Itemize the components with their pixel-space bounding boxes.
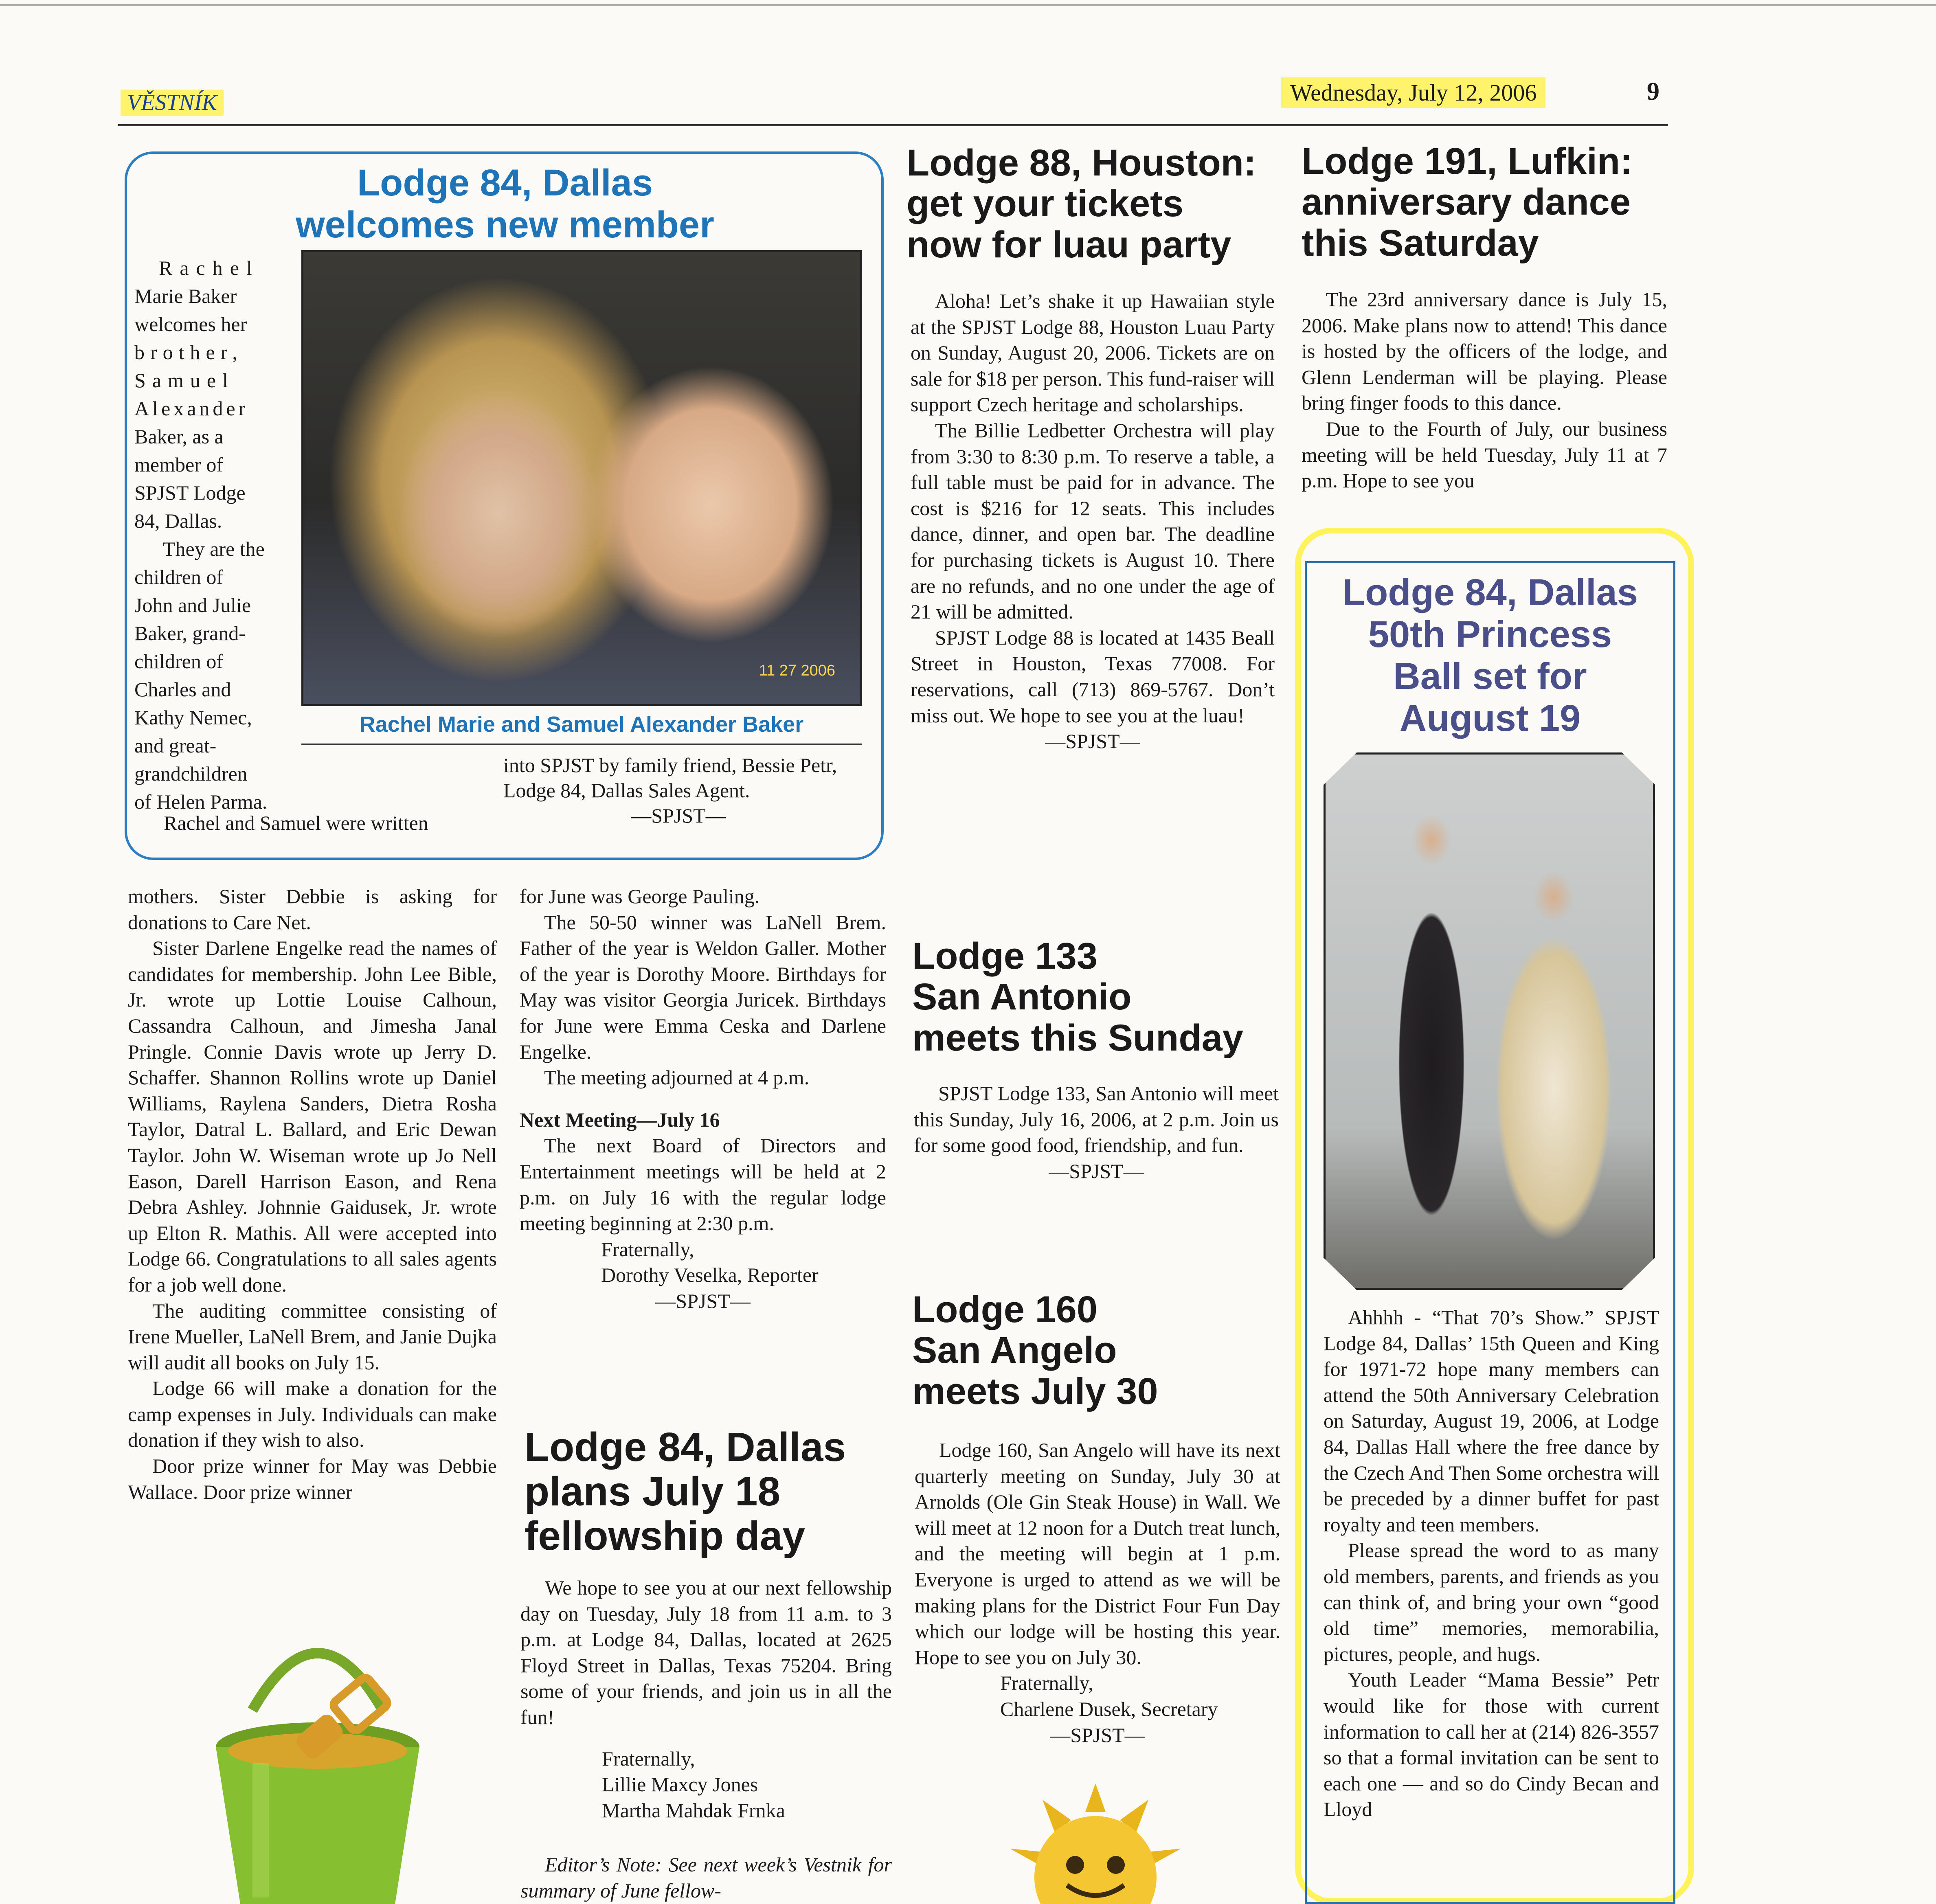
page-number: 9 <box>1647 78 1659 105</box>
princess-ball-text <box>1324 1305 1659 1823</box>
text-line: Marie Baker <box>134 285 237 307</box>
paragraph: Door prize winner for May was Debbie Wallace. Door prize winner <box>128 1454 497 1503</box>
paragraph: Aloha! Let’s shake it up Hawaiian style at the SPJST Lodge 88, Houston Luau Party on Sunday, August 20, 2006. Tickets are on sale for $18 per person. This fund-raiser will support Czech heritage and scholarships. <box>911 290 1275 416</box>
headline-line: Lodge 84, Dallas <box>357 162 653 204</box>
paragraph: for June was George Pauling. <box>520 885 760 908</box>
paragraph: The meeting adjourned at 4 p.m. <box>544 1066 810 1089</box>
headline-line: Lodge 84, Dallas <box>1342 572 1638 613</box>
headline-line: anniversary dance <box>1302 181 1631 223</box>
paragraph: Youth Leader “Mama Bessie” Petr would like for those with current information to call her at (214) 826-3557 so that a formal invitation can be sent to each one — and so do Cindy Becan and Lloyd <box>1324 1668 1659 1821</box>
headline-line: meets July 30 <box>912 1370 1158 1412</box>
paragraph: SPJST Lodge 133, San Antonio will meet this Sunday, July 16, 2006, at 2 p.m. Join us for some good food, friendship, and fun. <box>914 1082 1279 1157</box>
text-line: They are the <box>163 537 265 560</box>
lodge191-text <box>1302 287 1667 494</box>
paragraph: The next Board of Directors and Entertainment meetings will be held at 2 p.m. on July 16 with the regular lodge meeting beginning at 2:30 p.m. <box>520 1134 886 1235</box>
paragraph: Lodge 160, San Angelo will have its next quarterly meeting on Sunday, July 30 at Arnolds (Ole Gin Steak House) in Wall. We will meet at 12 noon for a Dutch treat lunch, and the meeting will begin at 1 p.m. Everyone is urged to attend as we will be making plans for the District Four Fun Day which our lodge will be hosting this year. Hope to see you on July 30. <box>915 1439 1280 1669</box>
signature: Martha Mahdak Frnka <box>602 1799 785 1822</box>
lodge84-member-bottom-left: Rachel and Samuel were written <box>164 812 428 834</box>
headline-line: Lodge 160 <box>912 1289 1098 1330</box>
sun-clipart <box>994 1783 1197 1904</box>
lodge133-headline <box>912 936 1287 1058</box>
headline-line: now for luau party <box>907 224 1231 265</box>
sign-off: —SPJST— <box>1049 1159 1144 1182</box>
text-line: Baker, as a <box>134 425 224 448</box>
headline-line: welcomes new member <box>296 204 714 246</box>
text-line: Baker, grand- <box>134 622 246 645</box>
lodge84-fellowship-text <box>520 1575 892 1904</box>
lodge160-text <box>915 1437 1280 1748</box>
sign-off: —SPJST— <box>1045 730 1140 753</box>
lodge84-member-headline <box>138 162 871 246</box>
lodge84-member-left-text <box>134 254 285 816</box>
text-line: Samuel <box>134 369 235 392</box>
text-line: of Helen Parma. <box>134 790 268 813</box>
sign-off: —SPJST— <box>1050 1723 1145 1746</box>
text-line: John and Julie <box>134 594 251 616</box>
paragraph: The Billie Ledbetter Orchestra will play from 3:30 to 8:30 p.m. To reserve a table, a full table must be paid for in advance. The cost is $216 for 12 seats. This includes dance, dinner, and open bar. The deadline for purchasing tickets is August 10. There are no refunds, and no one under the age of 21 will be admitted. <box>911 419 1275 623</box>
signature: Dorothy Veselka, Reporter <box>601 1263 819 1287</box>
headline-line: Lodge 133 <box>912 935 1098 977</box>
subheading: Next Meeting—July 16 <box>520 1108 720 1131</box>
paragraph: The 50-50 winner was LaNell Brem. Father of the year is Weldon Galler. Mother of the year is Dorothy Moore. Birthdays for May was visitor Georgia Juricek. Birthdays for June were Emma Ceska and Darlene Engelke. <box>520 910 886 1063</box>
text-line: and great- <box>134 734 217 757</box>
text-line: children of <box>134 566 223 588</box>
headline-line: get your tickets <box>907 183 1183 225</box>
text-line: Charles and <box>134 678 231 701</box>
lodge66-continued-col2 <box>520 884 886 1314</box>
headline-line: 50th Princess <box>1368 614 1612 656</box>
sign-off: —SPJST— <box>631 804 726 827</box>
text-line: Kathy Nemec, <box>134 706 252 729</box>
lodge84-member-right-text <box>503 752 854 828</box>
text-line: welcomes her <box>134 313 247 336</box>
text-line: children of <box>134 650 223 673</box>
headline-line: Ball set for <box>1393 656 1587 698</box>
paragraph: Ahhhh - “That 70’s Show.” SPJST Lodge 84, Dallas’ 15th Queen and King for 1971-72 hope many members can attend the 50th Anniversary Celebration on Saturday, August 19, 2006, at Lodge 84, Dallas Hall where the free dance by the Czech And Then Some orchestra will be preceded by a dinner buffet for past royalty and teen members. <box>1324 1306 1659 1536</box>
photo-caption: Rachel Marie and Samuel Alexander Baker <box>359 712 804 737</box>
headline-line: this Saturday <box>1302 222 1539 264</box>
paragraph: Lodge 66 will make a donation for the camp expenses in July. Individuals can make donation if they wish to also. <box>128 1377 497 1452</box>
lodge66-continued-col1 <box>128 884 497 1505</box>
paragraph: The 23rd anniversary dance is July 15, 2006. Make plans now to attend! This dance is hosted by the officers of the lodge, and Glenn Lenderman will be playing. Please bring finger foods to this dance. <box>1302 288 1667 415</box>
lodge191-headline <box>1302 141 1692 263</box>
newspaper-name: VĚSTNÍK <box>121 90 224 116</box>
lodge88-headline <box>907 143 1281 265</box>
headline-line: San Antonio <box>912 976 1132 1018</box>
baker-children-photo <box>301 250 862 706</box>
caption-rule <box>301 744 862 745</box>
header-rule <box>118 124 1668 126</box>
photo-date-stamp: 11 27 2006 <box>759 662 835 679</box>
headline-line: fellowship day <box>525 1513 806 1559</box>
text-line: brother, <box>134 341 243 364</box>
paragraph: into SPJST by family friend, Bessie Petr, Lodge 84, Dallas Sales Agent. <box>503 754 837 802</box>
headline-line: August 19 <box>1399 698 1581 739</box>
paragraph: Please spread the word to as many old members, parents, and friends as you can think of, and bring your own “good old time” memories, memorabilia, pictures, people, and hugs. <box>1324 1539 1659 1665</box>
editor-note: Editor’s Note: See next week’s Vestnik for summary of June fellow- <box>520 1853 892 1902</box>
paragraph: We hope to see you at our next fellowship day on Tuesday, July 18 from 11 a.m. to 3 p.m. at Lodge 84, Dallas, located at 2625 Floyd Street in Dallas, Texas 75204. Bring some of your friends, and join us in all the fun! <box>520 1576 892 1729</box>
issue-date: Wednesday, July 12, 2006 <box>1281 77 1545 108</box>
lodge160-headline <box>912 1289 1287 1412</box>
text-line: Alexander <box>134 397 249 420</box>
headline-line: Lodge 88, Houston: <box>907 142 1256 184</box>
paragraph: Due to the Fourth of July, our business meeting will be held Tuesday, July 11 at 7 p.m. Hope to see you <box>1302 417 1667 492</box>
sand-pail-clipart <box>204 1629 432 1904</box>
queen-king-photo <box>1324 752 1655 1290</box>
headline-line: San Angelo <box>912 1329 1117 1371</box>
text-line: SPJST Lodge <box>134 481 246 504</box>
headline-line: plans July 18 <box>525 1469 781 1514</box>
headline-line: Lodge 84, Dallas <box>525 1424 846 1470</box>
closing: Fraternally, <box>602 1747 695 1770</box>
closing: Fraternally, <box>1000 1671 1093 1695</box>
text-line: 84, Dallas. <box>134 509 222 532</box>
page-top-edge <box>0 4 1936 6</box>
lodge84-fellowship-headline <box>525 1425 891 1558</box>
lodge88-text <box>911 288 1275 755</box>
paragraph: The auditing committee consisting of Irene Mueller, LaNell Brem, and Janie Dujka will audit all books on July 15. <box>128 1299 497 1374</box>
text-line: grandchildren <box>134 762 248 785</box>
text-line: member of <box>134 453 223 476</box>
signature: Charlene Dusek, Secretary <box>1000 1697 1218 1720</box>
paragraph: SPJST Lodge 88 is located at 1435 Beall Street in Houston, Texas 77008. For reservations, call (713) 869-5767. Don’t miss out. We hope to see you at the luau! <box>911 626 1275 727</box>
lodge133-text <box>914 1081 1279 1184</box>
headline-line: meets this Sunday <box>912 1017 1243 1059</box>
text-line: Rachel <box>159 257 259 279</box>
paragraph: Sister Darlene Engelke read the names of candidates for membership. John Lee Bible, Jr. wrote up Lottie Louise Calhoun, Cassandra Calhoun, and Jimesha Janal Pringle. Connie Davis wrote up Jerry D. Schaffer. Shannon Rollins wrote up Daniel Williams, Raylena Sanders, Dietra Rosha Taylor, Datral L. Ballard, and Eric Dewan Taylor. John W. Wiseman wrote up Jo Nell Eason, Darell Harrison Eason, and Rena Debra Ashley. Johnnie Gaidusek, Jr. wrote up Elton R. Mathis. All were accepted into Lodge 66. Congratulations to all sales agents for a job well done. <box>128 937 497 1296</box>
princess-ball-headline <box>1309 572 1671 739</box>
headline-line: Lodge 191, Lufkin: <box>1302 140 1633 182</box>
paragraph: mothers. Sister Debbie is asking for donations to Care Net. <box>128 885 497 934</box>
signature: Lillie Maxcy Jones <box>602 1773 758 1796</box>
closing: Fraternally, <box>601 1237 694 1261</box>
sign-off: —SPJST— <box>655 1289 751 1312</box>
